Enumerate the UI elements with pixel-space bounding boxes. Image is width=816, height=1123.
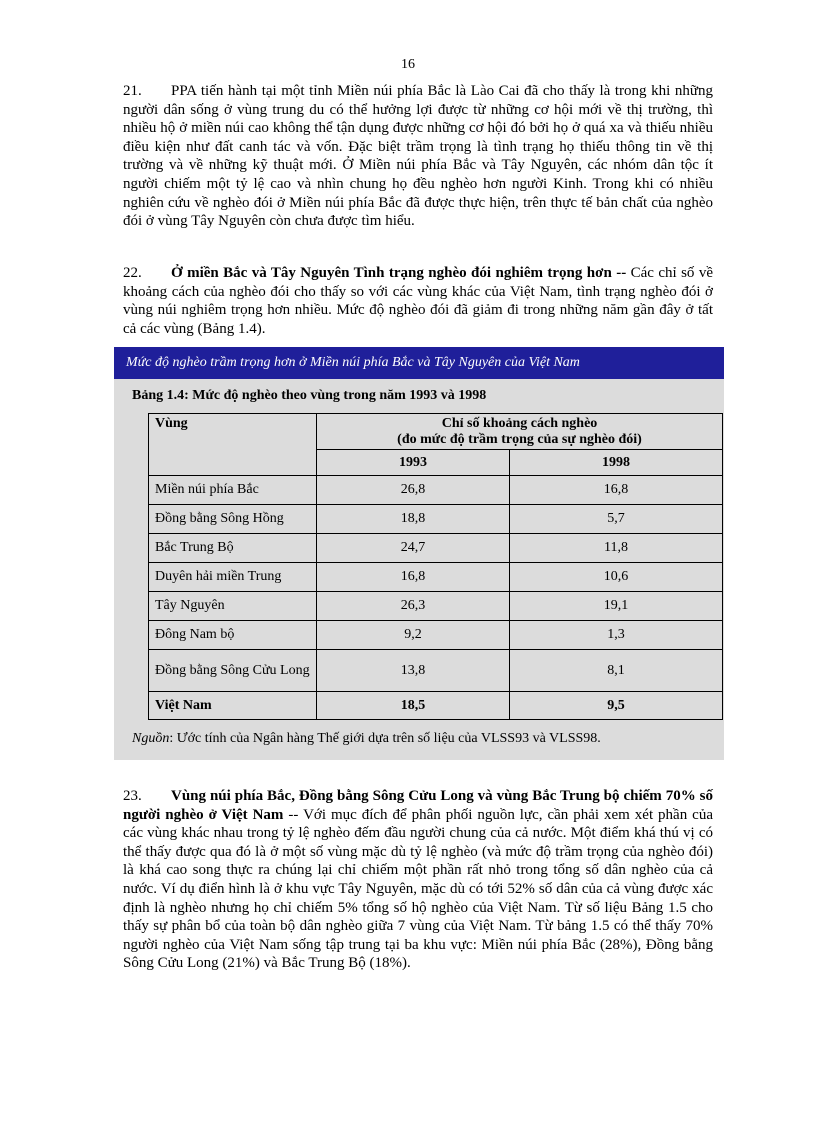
table-row bbox=[149, 592, 723, 621]
region-cell: Đồng bằng Sông Cửu Long bbox=[149, 650, 317, 692]
region-cell: Bắc Trung Bộ bbox=[149, 534, 317, 563]
header-year-1993: 1993 bbox=[317, 450, 510, 476]
region-cell: Việt Nam bbox=[149, 692, 317, 720]
region-cell: Miền núi phía Bắc bbox=[149, 476, 317, 505]
poverty-gap-table bbox=[148, 413, 723, 720]
region-cell: Duyên hải miền Trung bbox=[149, 563, 317, 592]
header-index bbox=[317, 414, 723, 450]
header-year-1998: 1998 bbox=[510, 450, 723, 476]
paragraph-number: 23. bbox=[123, 788, 142, 804]
region-cell: Đông Nam bộ bbox=[149, 621, 317, 650]
table-row bbox=[149, 505, 723, 534]
value-1993: 24,7 bbox=[317, 534, 510, 563]
value-1998: 8,1 bbox=[510, 650, 723, 692]
table-row bbox=[149, 534, 723, 563]
paragraph-22 bbox=[123, 264, 713, 338]
table-row bbox=[149, 563, 723, 592]
header-index-line1: Chỉ số khoảng cách nghèo bbox=[441, 415, 598, 431]
poverty-box bbox=[114, 347, 724, 760]
paragraph-number: 21. bbox=[123, 83, 142, 99]
table-caption: Bảng 1.4: Mức độ nghèo theo vùng trong năm 1993 và 1998 bbox=[132, 388, 487, 403]
value-1993: 18,8 bbox=[317, 505, 510, 534]
value-1993: 26,3 bbox=[317, 592, 510, 621]
paragraph-text: -- Với mục đích để phân phối nguồn lực, cần phải xem xét phần của các vùng khác nhau trong tỷ lệ nghèo đếm đầu người chung của cả nước. Một điểm khá thú vị có thể thấy được qua đó là ở một số vùng mặc dù tỷ lệ nghèo (và mức độ trầm trọng của nghèo đói) là khá cao song thực ra chúng lại chỉ chiếm một phần rất nhỏ trong tổng số dân nghèo của cả nước. Ví dụ điển hình là ở khu vực Tây Nguyên, mặc dù có tới 52% số dân của cả vùng được xác định là nghèo nhưng họ chỉ chiếm 5% tổng số hộ nghèo của Việt Nam. Từ số liệu Bảng 1.5 cho thấy sự phân bổ của toàn bộ dân nghèo giữa 7 vùng của Việt Nam. Từ bảng 1.5 có thể thấy 70% người nghèo của Việt Nam sống tập trung tại ba khu vực: Miền núi phía Bắc (28%), Đồng bằng Sông Cửu Long (21%) và Bắc Trung Bộ (18%). bbox=[123, 806, 713, 972]
value-1998: 10,6 bbox=[510, 563, 723, 592]
value-1993: 16,8 bbox=[317, 563, 510, 592]
source-label: Nguồn bbox=[132, 731, 170, 746]
region-cell: Đồng bằng Sông Hồng bbox=[149, 505, 317, 534]
table-source bbox=[132, 731, 601, 747]
table-total-row bbox=[149, 692, 723, 720]
source-text: : Ước tính của Ngân hàng Thế giới dựa trên số liệu của VLSS93 và VLSS98. bbox=[169, 731, 601, 746]
paragraph-lead: Ở miền Bắc và Tây Nguyên Tình trạng nghèo đói nghiêm trọng hơn -- bbox=[171, 265, 627, 281]
value-1998: 9,5 bbox=[510, 692, 723, 720]
value-1993: 13,8 bbox=[317, 650, 510, 692]
value-1998: 1,3 bbox=[510, 621, 723, 650]
paragraph-21 bbox=[123, 82, 713, 231]
value-1998: 19,1 bbox=[510, 592, 723, 621]
paragraph-text: PPA tiến hành tại một tỉnh Miền núi phía Bắc là Lào Cai đã cho thấy là trong khi những người dân sống ở vùng trung du có thể hưởng lợi được từ những cơ hội mới về thị trường, thì nhiều hộ ở miền núi cao không thể tận dụng được những cơ hội đó bởi họ ở quá xa và thiếu nhiều điều kiện như đất canh tác và vốn. Đặc biệt trầm trọng là tình trạng họ thiếu thông tin về thị trường và về những kỹ thuật mới. Ở Miền núi phía Bắc và Tây Nguyên, các nhóm dân tộc ít người chiếm một tỷ lệ cao và nhìn chung họ đều nghèo hơn người Kinh. Trong khi có nhiều nghiên cứu về nghèo đói ở Miền núi phía Bắc đã được thực hiện, trên thực tế bản chất của nghèo đói ở vùng Tây Nguyên còn chưa được tìm hiểu. bbox=[123, 83, 713, 230]
paragraph-number: 22. bbox=[123, 265, 142, 281]
paragraph-23 bbox=[123, 787, 713, 973]
value-1993: 18,5 bbox=[317, 692, 510, 720]
value-1993: 9,2 bbox=[317, 621, 510, 650]
table-row bbox=[149, 476, 723, 505]
table-row bbox=[149, 621, 723, 650]
table-row bbox=[149, 650, 723, 692]
header-index-line2: (đo mức độ trầm trọng của sự nghèo đói) bbox=[397, 431, 642, 447]
value-1998: 16,8 bbox=[510, 476, 723, 505]
paragraph-text: Các chỉ số về khoảng cách của nghèo đói cho thấy so với các vùng khác của Việt Nam, tình trạng nghèo đói ở vùng núi nghiêm trọng hơn nhiều. Mức độ nghèo đói đã giảm đi trong những năm gần đây ở tất cả các vùng (Bảng 1.4). bbox=[123, 265, 713, 337]
value-1998: 11,8 bbox=[510, 534, 723, 563]
value-1993: 26,8 bbox=[317, 476, 510, 505]
box-header: Mức độ nghèo trầm trọng hơn ở Miền núi phía Bắc và Tây Nguyên của Việt Nam bbox=[114, 347, 724, 379]
value-1998: 5,7 bbox=[510, 505, 723, 534]
paragraph-lead: Vùng núi phía Bắc, Đồng bằng Sông Cửu Long và vùng Bắc Trung bộ chiếm 70% số người nghèo ở Việt Nam bbox=[123, 788, 713, 823]
region-cell: Tây Nguyên bbox=[149, 592, 317, 621]
header-region: Vùng bbox=[149, 414, 317, 476]
table-header-row bbox=[149, 414, 723, 450]
page-number: 16 bbox=[401, 57, 415, 72]
